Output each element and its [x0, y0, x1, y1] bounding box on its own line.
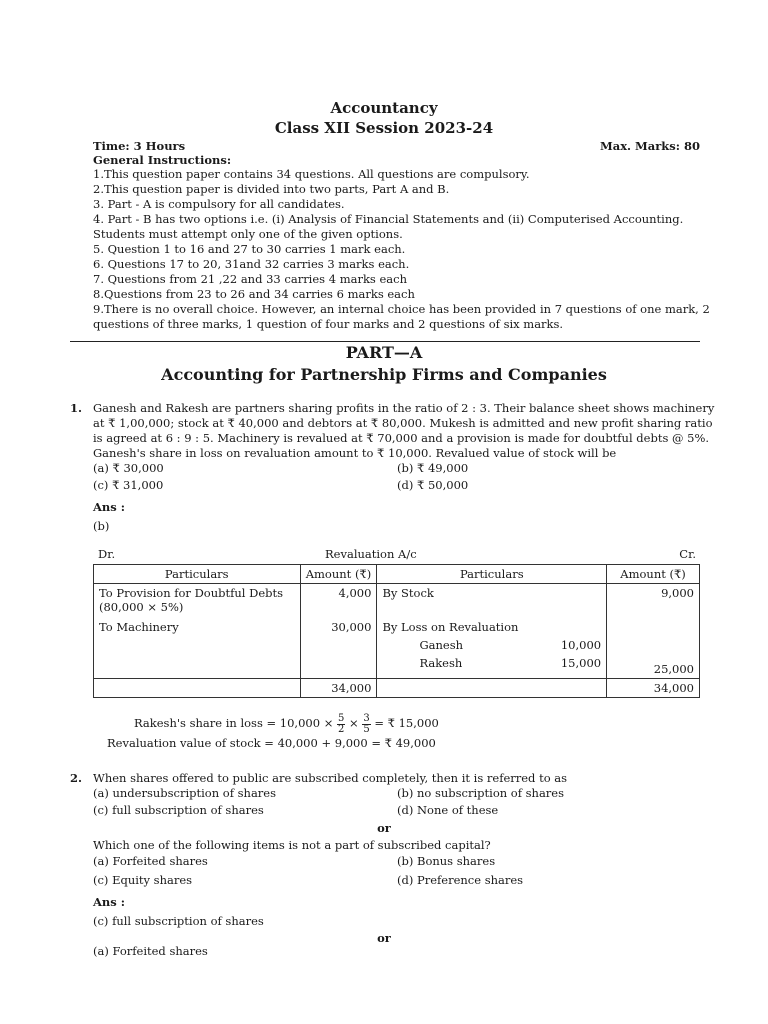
table-cell [377, 679, 543, 698]
account-dr-label: Dr. [98, 547, 116, 561]
option-b: (b) ₹ 49,000 [397, 461, 469, 475]
question-text: Ganesh's share in loss on revaluation amount to ₹ 10,000. Revalued value of stock will be [93, 446, 617, 460]
column-header: Particulars [94, 565, 301, 584]
option-a: (a) undersubscription of shares [93, 786, 277, 800]
instruction-line: 7. Questions from 21 ,22 and 33 carries 4 marks each [93, 272, 407, 286]
question-number: 1. [70, 401, 83, 415]
answer-value: (c) full subscription of shares [93, 914, 264, 928]
table-cell: 15,000 [543, 654, 607, 679]
table-cell: To Machinery [94, 618, 301, 636]
column-header: Amount (₹) [300, 565, 377, 584]
calc-result: = ₹ 15,000 [374, 716, 439, 730]
option-c: (c) Equity shares [93, 873, 193, 887]
fraction [362, 714, 370, 735]
table-cell: 4,000 [300, 584, 377, 619]
column-header: Particulars [377, 565, 607, 584]
table-cell [543, 679, 607, 698]
general-instructions-heading: General Instructions: [93, 153, 232, 167]
table-cell: 10,000 [543, 636, 607, 654]
instruction-line: 5. Question 1 to 16 and 27 to 30 carries 1 mark each. [93, 242, 406, 256]
column-header: Amount (₹) [607, 565, 700, 584]
part-title: PART—A [345, 343, 423, 362]
table-cell: 30,000 [300, 618, 377, 636]
table-cell [94, 679, 301, 698]
option-c: (c) full subscription of shares [93, 803, 264, 817]
revaluation-account-table [93, 564, 700, 698]
particular-line: To Provision for Doubtful Debts [99, 586, 284, 600]
question-text: When shares offered to public are subscribed completely, then it is referred to as [93, 771, 568, 785]
table-row [94, 636, 700, 654]
particular-line: (80,000 × 5%) [99, 600, 184, 614]
calculation-stock-value: Revaluation value of stock = 40,000 + 9,000 = ₹ 49,000 [107, 736, 436, 750]
table-cell [607, 636, 700, 654]
option-d: (d) Preference shares [397, 873, 524, 887]
class-session-title: Class XII Session 2023-24 [274, 119, 494, 137]
table-cell [94, 654, 301, 679]
instruction-line: 6. Questions 17 to 20, 31and 32 carries 3 marks each. [93, 257, 410, 271]
table-cell [300, 654, 377, 679]
instruction-line: 1.This question paper contains 34 questions. All questions are compulsory. [93, 167, 530, 181]
option-b: (b) Bonus shares [397, 854, 496, 868]
table-cell [543, 618, 607, 636]
option-a: (a) Forfeited shares [93, 854, 208, 868]
fraction [337, 714, 345, 735]
instruction-line: questions of three marks, 1 question of four marks and 2 questions of six marks. [93, 317, 564, 331]
table-cell: Rakesh [377, 654, 543, 679]
account-cr-label: Cr. [679, 547, 696, 561]
times-sign: × [349, 716, 359, 730]
fraction-numerator: 3 [363, 712, 370, 724]
part-subtitle: Accounting for Partnership Firms and Companies [161, 365, 607, 384]
question-number: 2. [70, 771, 83, 785]
time-allowed: Time: 3 Hours [93, 139, 186, 153]
max-marks: Max. Marks: 80 [600, 139, 700, 153]
answer-value: (a) Forfeited shares [93, 944, 208, 958]
answer-label: Ans : [93, 895, 126, 909]
table-cell: 34,000 [607, 679, 700, 698]
account-title: Revaluation A/c [325, 547, 417, 561]
table-header-row [94, 565, 700, 584]
table-cell: 9,000 [607, 584, 700, 619]
table-cell: Ganesh [377, 636, 543, 654]
question-text: Ganesh and Rakesh are partners sharing profits in the ratio of 2 : 3. Their balance sheet shows machinery [93, 401, 715, 415]
instruction-line: Students must attempt only one of the given options. [93, 227, 403, 241]
option-d: (d) None of these [397, 803, 499, 817]
option-d: (d) ₹ 50,000 [397, 478, 469, 492]
or-separator: or [377, 821, 391, 835]
table-cell [94, 636, 301, 654]
alternate-question-text: Which one of the following items is not a part of subscribed capital? [93, 838, 491, 852]
fraction-numerator: 5 [337, 712, 345, 724]
subject-title: Accountancy [330, 99, 438, 117]
fraction-denominator: 5 [363, 723, 370, 735]
calculation-rakesh-share [134, 713, 439, 735]
table-row [94, 618, 700, 636]
fraction-denominator: 2 [337, 723, 345, 735]
table-total-row [94, 679, 700, 698]
answer-label: Ans : [93, 500, 126, 514]
section-divider [70, 341, 700, 342]
table-cell [607, 618, 700, 636]
table-cell: By Stock [377, 584, 543, 619]
calc-text: Rakesh's share in loss = 10,000 × [134, 716, 334, 730]
instruction-line: 8.Questions from 23 to 26 and 34 carries 6 marks each [93, 287, 415, 301]
table-row [94, 654, 700, 679]
table-cell [94, 584, 301, 619]
table-cell [300, 636, 377, 654]
question-text: is agreed at 6 : 9 : 5. Machinery is revalued at ₹ 70,000 and a provision is made for doubtful debts @ 5%. [93, 431, 710, 445]
instruction-line: 9.There is no overall choice. However, an internal choice has been provided in 7 questions of one mark, 2 [93, 302, 710, 316]
table-row [94, 584, 700, 619]
option-c: (c) ₹ 31,000 [93, 478, 164, 492]
table-cell [543, 584, 607, 619]
answer-value: (b) [93, 519, 110, 533]
table-cell: 34,000 [300, 679, 377, 698]
table-cell: 25,000 [607, 654, 700, 679]
option-a: (a) ₹ 30,000 [93, 461, 164, 475]
question-text: at ₹ 1,00,000; stock at ₹ 40,000 and debtors at ₹ 80,000. Mukesh is admitted and new profit sharing ratio [93, 416, 713, 430]
option-b: (b) no subscription of shares [397, 786, 565, 800]
or-separator: or [377, 931, 391, 945]
instruction-line: 2.This question paper is divided into two parts, Part A and B. [93, 182, 450, 196]
instruction-line: 4. Part - B has two options i.e. (i) Analysis of Financial Statements and (ii) Computerised Accounting. [93, 212, 684, 226]
table-cell: By Loss on Revaluation [377, 618, 543, 636]
instruction-line: 3. Part - A is compulsory for all candidates. [93, 197, 345, 211]
